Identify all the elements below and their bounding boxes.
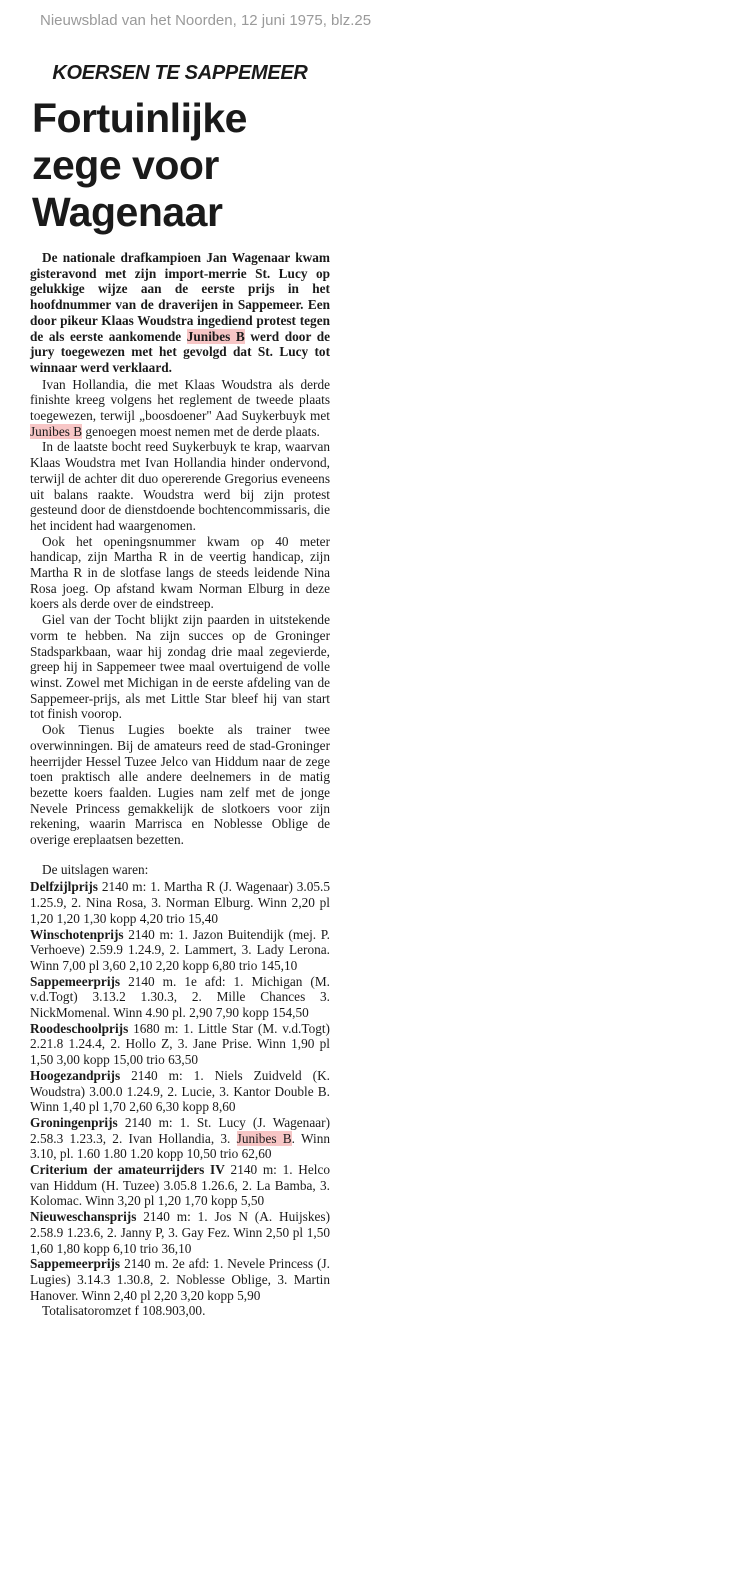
result-details: 2140 m: 1. Martha R (J. Wagenaar) 3.05.5 1.25.9, 2. Nina Rosa, 3. Norman Elburg. Winn 2,20 pl 1,20 1,20 1,30 kopp 4,20 trio 15,40 [30,879,330,926]
results-intro: De uitslagen waren: [42,861,149,877]
result-details: 2140 m: 1. St. Lucy (J. Wagenaar) 2.58.3 1.23.3, 2. Ivan Hollandia, 3. Junibes B. Winn 3.10, pl. 1.60 1.80 1.20 kopp 10,50 trio 62,60 [30,1114,330,1162]
result-details: 2140 m: 1. Helco van Hiddum (H. Tuzee) 3.05.8 1.26.6, 2. La Bamba, 3. Kolomac. Winn 3,20 pl 1,20 1,70 kopp 5,50 [30,1162,331,1209]
race-name: Winschotenprijs [30,926,124,942]
result-details: 1680 m: 1. Little Star (M. v.d.Togt) 2.21.8 1.24.4, 2. Hollo Z, 3. Jane Prise. Winn 1,90 pl 1,50 3,00 kopp 15,00 trio 63,50 [30,1020,330,1068]
race-name: Sappemeerprijs [30,973,121,989]
race-name: Roodeschoolprijs [30,1020,129,1036]
result-entry [30,1115,330,1162]
result-entry [30,879,330,926]
result-details: 2140 m: 1. Niels Zuidveld (K. Woudstra) 3.00.0 1.24.9, 2. Lucie, 3. Kantor Double B. Winn 1,40 pl 1,70 2,60 6,30 kopp 8,60 [30,1067,330,1115]
newspaper-clipping [30,62,330,1319]
article-paragraph: In de laatste bocht reed Suykerbuyk te krap, waarvan Klaas Woudstra met Ivan Hollandia hinder ondervond, terwijl de achter dit duo opererende Gregorius eveneens uit balans raakte. Woudstra werd bij zijn protest gesteund door de dienstdoende bochtencommissaris, die het incident had waargenomen. [30,439,330,533]
race-name: Delfzijlprijs [30,879,98,895]
highlighted-term: Junibes B [236,1130,292,1146]
result-entry [30,974,330,1021]
result-entry [30,1021,330,1068]
race-name: Hoogezandprijs [30,1067,121,1083]
highlighted-term: Junibes B [186,328,245,344]
race-name: Sappemeerprijs [30,1256,121,1272]
result-details: 2140 m: 1. Jazon Buitendijk (mej. P. Verhoeve) 2.59.9 1.24.9, 2. Lammert, 3. Lady Lerona. Winn 7,00 pl 3,60 2,10 2,20 kopp 6,80 trio 145,10 [30,926,330,973]
race-name: Groningenprijs [30,1114,118,1130]
highlighted-term: Junibes B [30,423,83,439]
result-entry [30,1209,330,1256]
total-turnover: Totalisatoromzet f 108.903,00. [42,1303,206,1319]
results-list [30,879,330,1303]
result-entry [30,1256,330,1303]
result-details: 2140 m. 2e afd: 1. Nevele Princess (J. Lugies) 3.14.3 1.30.8, 2. Noblesse Oblige, 3. Martin Hanover. Winn 2,40 pl 2,20 3,20 kopp 5,90 [30,1256,330,1303]
race-name: Nieuweschansprijs [30,1209,137,1225]
result-entry [30,1162,330,1209]
article-paragraph: Ivan Hollandia, die met Klaas Woudstra als derde finishte kreeg volgens het reglement de tweede plaats toegewezen, terwijl „boosdoener" Aad Suykerbuyk met Junibes B genoegen moest nemen met de derde plaats. [30,376,330,439]
article-lead: De nationale drafkampioen Jan Wagenaar kwam gisteravond met zijn import-merrie St. Lucy op gelukkige wijze aan de eerste prijs in het hoofdnummer van de draverijen in Sappemeer. Een door pikeur Klaas Woudstra ingediend protest tegen de als eerste aankomende Junibes B werd door de jury toegewezen met het gevolgd dat St. Lucy tot winnaar werd verklaard. [30,250,330,375]
race-name: Criterium der amateurrijders IV [30,1162,225,1178]
result-entry [30,927,330,974]
result-details: 2140 m: 1. Jos N (A. Huijskes) 2.58.9 1.23.6, 2. Janny P, 3. Gay Fez. Winn 2,50 pl 1,50 1,60 1,80 kopp 6,10 trio 36,10 [30,1209,330,1256]
result-entry [30,1068,330,1115]
article-kicker: KOERSEN TE SAPPEMEER [52,62,308,84]
source-caption: Nieuwsblad van het Noorden, 12 juni 1975, blz.25 [40,12,372,29]
article-paragraph: Ook het openingsnummer kwam op 40 meter handicap, zijn Martha R in de veertig handicap, zijn Martha R in de slotfase langs de steeds leidende Nina Rosa joeg. Op afstand kwam Norman Elburg in deze koers als derde over de eindstreep. [30,533,330,612]
article-paragraph: Giel van der Tocht blijkt zijn paarden in uitstekende vorm te hebben. Na zijn succes op de Groninger Stadsparkbaan, waar hij zondag drie maal zegevierde, greep hij in Sappemeer twee maal overtuigend de volle winst. Zowel met Michigan in de eerste afdeling van de Sappemeer-prijs, als met Little Star bleef hij van start tot finish voorop. [30,612,330,722]
article-paragraph: Ook Tienus Lugies boekte als trainer twee overwinningen. Bij de amateurs reed de stad-Groninger heerrijder Hessel Tuzee Jelco van Hiddum naar de zege toen praktisch alle andere deelnemers in de matig bezette koers faalden. Lugies nam zelf met de jonge Nevele Princess gemakkelijk de slotkoers voor zijn rekening, waarin Marrisca en Noblesse Oblige de overige ereplaatsen bezetten. [30,722,330,848]
article-headline: Fortuinlijke zege voor Wagenaar [32,95,247,235]
result-details: 2140 m. 1e afd: 1. Michigan (M. v.d.Togt) 3.13.2 1.30.3, 2. Mille Chances 3. NickMomenal. Winn 4.90 pl. 2,90 7,90 kopp 154,50 [30,973,330,1021]
